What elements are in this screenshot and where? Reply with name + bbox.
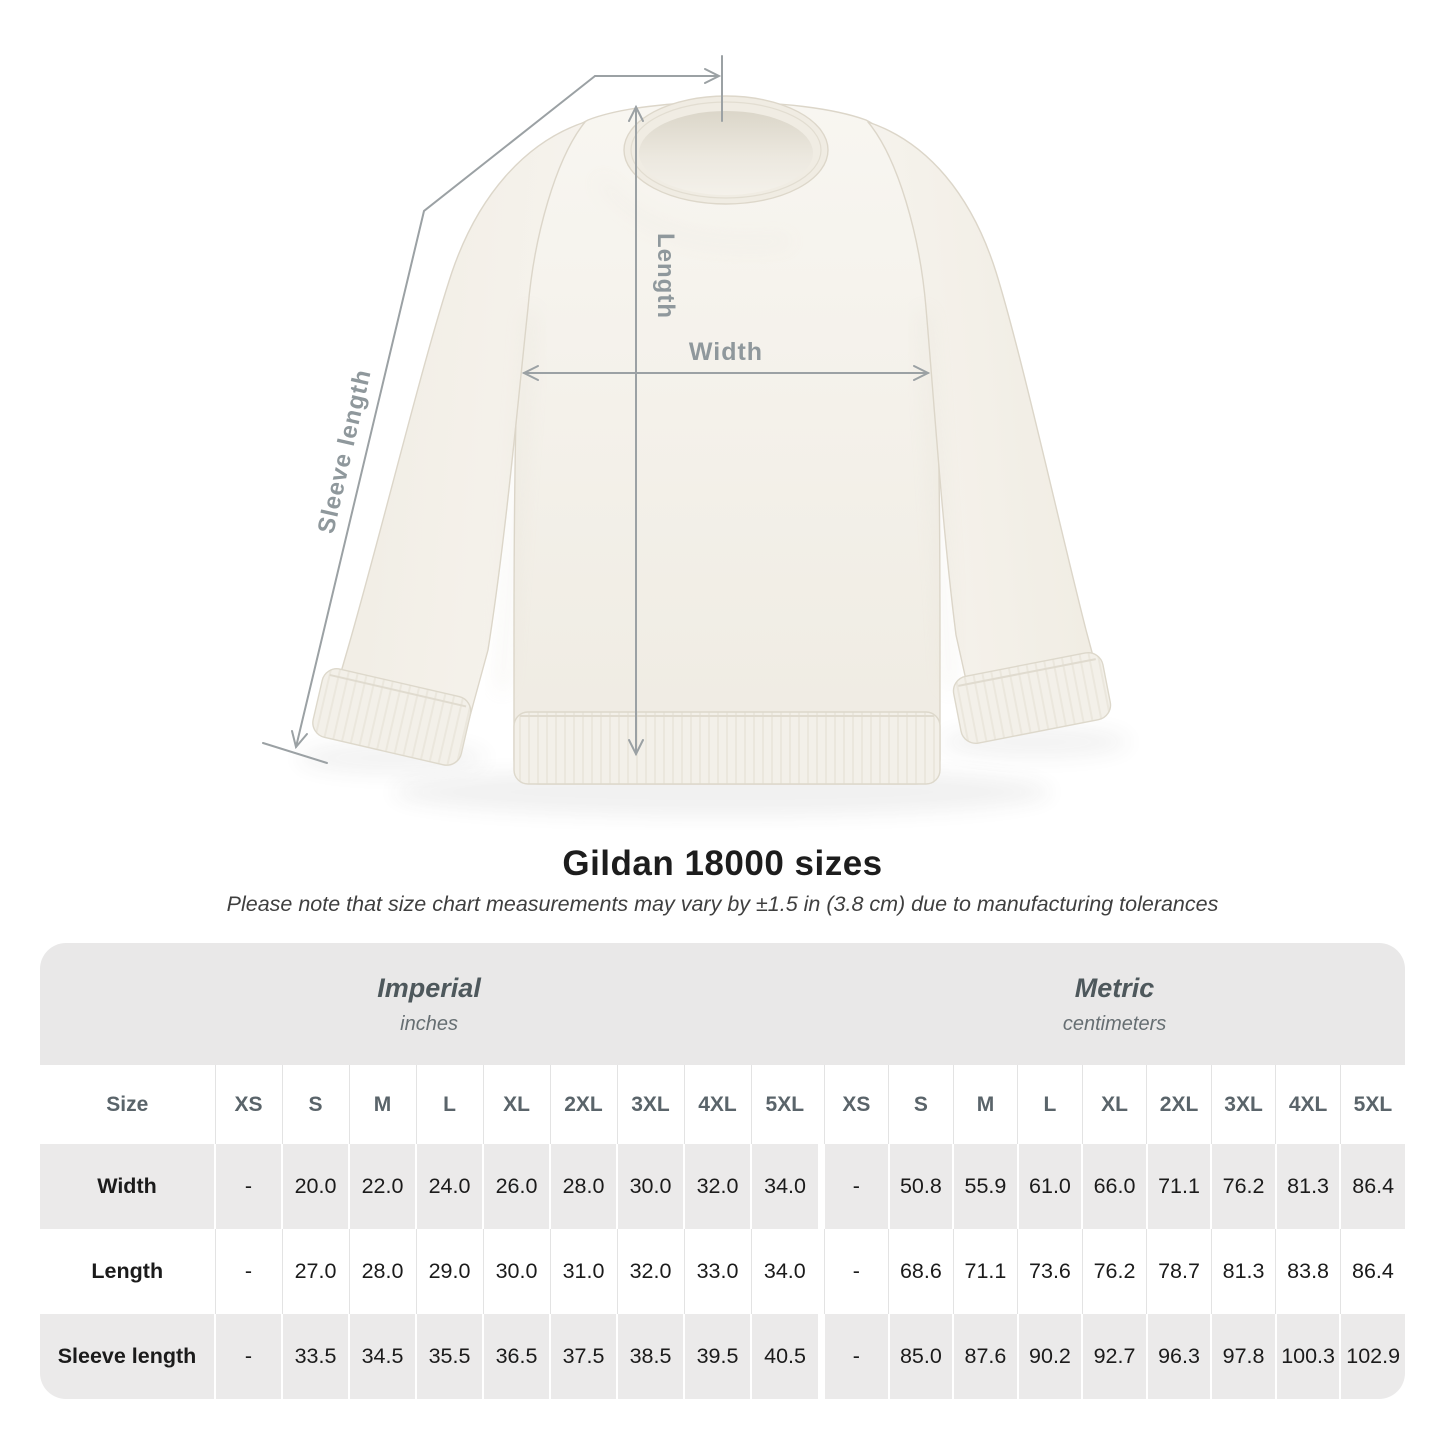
width-imperial-value: -: [215, 1144, 282, 1229]
length-metric-value: 73.6: [1018, 1229, 1083, 1314]
sweatshirt-collar: [624, 96, 828, 204]
length-imperial-value: 30.0: [483, 1229, 550, 1314]
length-imperial-value: 27.0: [282, 1229, 349, 1314]
size-table: [40, 943, 1405, 1399]
size-header-imperial-m: M: [349, 1065, 416, 1144]
size-column-header: Size: [40, 1065, 215, 1144]
length-dimension-label: Length: [652, 233, 679, 319]
length-metric-value: 71.1: [953, 1229, 1018, 1314]
unit-header-imperial: [40, 943, 818, 1065]
length-row: [40, 1229, 1405, 1314]
sleeve-imperial-value: 35.5: [416, 1314, 483, 1399]
width-imperial-value: 22.0: [349, 1144, 416, 1229]
length-imperial-value: 29.0: [416, 1229, 483, 1314]
sleeve-imperial-value: 36.5: [483, 1314, 550, 1399]
unit-header-metric: [824, 943, 1405, 1065]
size-header-metric-xs: XS: [824, 1065, 889, 1144]
sleeve-imperial-value: 34.5: [349, 1314, 416, 1399]
width-row-label: Width: [40, 1144, 215, 1229]
size-header-imperial-xl: XL: [483, 1065, 550, 1144]
sleeve-metric-value: 87.6: [953, 1314, 1018, 1399]
size-header-imperial-4xl: 4XL: [684, 1065, 751, 1144]
unit-header-row: [40, 943, 1405, 1065]
sleeve-metric-value: -: [824, 1314, 889, 1399]
size-header-metric-3xl: 3XL: [1211, 1065, 1276, 1144]
width-row: [40, 1144, 1405, 1229]
metric-label: Metric: [1074, 972, 1155, 1003]
sleeve-length-row: [40, 1314, 1405, 1399]
length-metric-value: 81.3: [1211, 1229, 1276, 1314]
width-metric-value: 76.2: [1211, 1144, 1276, 1229]
sleeve-imperial-value: 38.5: [617, 1314, 684, 1399]
size-header-imperial-5xl: 5XL: [751, 1065, 818, 1144]
size-header-metric-l: L: [1018, 1065, 1083, 1144]
width-dimension-label: Width: [688, 338, 764, 366]
sleeve-length-dimension-label: Sleeve length: [312, 366, 377, 537]
width-metric-value: 71.1: [1147, 1144, 1212, 1229]
sleeve-metric-value: 97.8: [1211, 1314, 1276, 1399]
imperial-label: Imperial: [377, 972, 481, 1003]
length-imperial-value: 33.0: [684, 1229, 751, 1314]
page-title: Gildan 18000 sizes: [562, 844, 883, 883]
length-metric-value: 83.8: [1276, 1229, 1341, 1314]
sleeve-metric-value: 90.2: [1018, 1314, 1083, 1399]
width-metric-value: 66.0: [1082, 1144, 1147, 1229]
width-imperial-value: 20.0: [282, 1144, 349, 1229]
width-imperial-value: 34.0: [751, 1144, 818, 1229]
length-imperial-value: 34.0: [751, 1229, 818, 1314]
sleeve-metric-value: 102.9: [1340, 1314, 1405, 1399]
sleeve-length-row-label: Sleeve length: [40, 1314, 215, 1399]
size-header-imperial-l: L: [416, 1065, 483, 1144]
sweatshirt-illustration: [310, 96, 1113, 784]
size-header-metric-s: S: [889, 1065, 954, 1144]
sleeve-imperial-value: 40.5: [751, 1314, 818, 1399]
sweatshirt-hem-band: [514, 712, 940, 784]
size-header-metric-m: M: [953, 1065, 1018, 1144]
size-header-imperial-3xl: 3XL: [617, 1065, 684, 1144]
width-imperial-value: 26.0: [483, 1144, 550, 1229]
width-imperial-value: 28.0: [550, 1144, 617, 1229]
sleeve-metric-value: 100.3: [1276, 1314, 1341, 1399]
width-imperial-value: 30.0: [617, 1144, 684, 1229]
width-imperial-value: 32.0: [684, 1144, 751, 1229]
size-header-imperial-xs: XS: [215, 1065, 282, 1144]
size-header-imperial-2xl: 2XL: [550, 1065, 617, 1144]
sleeve-imperial-value: 37.5: [550, 1314, 617, 1399]
size-header-imperial-s: S: [282, 1065, 349, 1144]
width-metric-value: 55.9: [953, 1144, 1018, 1229]
length-imperial-value: 31.0: [550, 1229, 617, 1314]
sleeve-imperial-value: 33.5: [282, 1314, 349, 1399]
length-imperial-value: 32.0: [617, 1229, 684, 1314]
width-metric-value: 61.0: [1018, 1144, 1083, 1229]
metric-unit-label: centimeters: [1062, 1012, 1167, 1035]
sleeve-imperial-value: -: [215, 1314, 282, 1399]
size-header-metric-xl: XL: [1082, 1065, 1147, 1144]
length-metric-value: 68.6: [889, 1229, 954, 1314]
width-metric-value: 50.8: [889, 1144, 954, 1229]
length-row-label: Length: [40, 1229, 215, 1314]
length-metric-value: 78.7: [1147, 1229, 1212, 1314]
length-metric-value: -: [824, 1229, 889, 1314]
size-header-metric-4xl: 4XL: [1276, 1065, 1341, 1144]
sleeve-imperial-value: 39.5: [684, 1314, 751, 1399]
width-metric-value: -: [824, 1144, 889, 1229]
size-header-metric-2xl: 2XL: [1147, 1065, 1212, 1144]
size-header-metric-5xl: 5XL: [1340, 1065, 1405, 1144]
width-metric-value: 86.4: [1340, 1144, 1405, 1229]
width-metric-value: 81.3: [1276, 1144, 1341, 1229]
sleeve-metric-value: 92.7: [1082, 1314, 1147, 1399]
sleeve-metric-value: 85.0: [889, 1314, 954, 1399]
imperial-unit-label: inches: [400, 1012, 458, 1035]
width-imperial-value: 24.0: [416, 1144, 483, 1229]
length-imperial-value: -: [215, 1229, 282, 1314]
sleeve-metric-value: 96.3: [1147, 1314, 1212, 1399]
size-header-row: [40, 1065, 1405, 1144]
tolerance-note: Please note that size chart measurements may vary by ±1.5 in (3.8 cm) due to manufacturing tolerances: [226, 892, 1219, 916]
length-metric-value: 76.2: [1082, 1229, 1147, 1314]
length-metric-value: 86.4: [1340, 1229, 1405, 1314]
length-imperial-value: 28.0: [349, 1229, 416, 1314]
